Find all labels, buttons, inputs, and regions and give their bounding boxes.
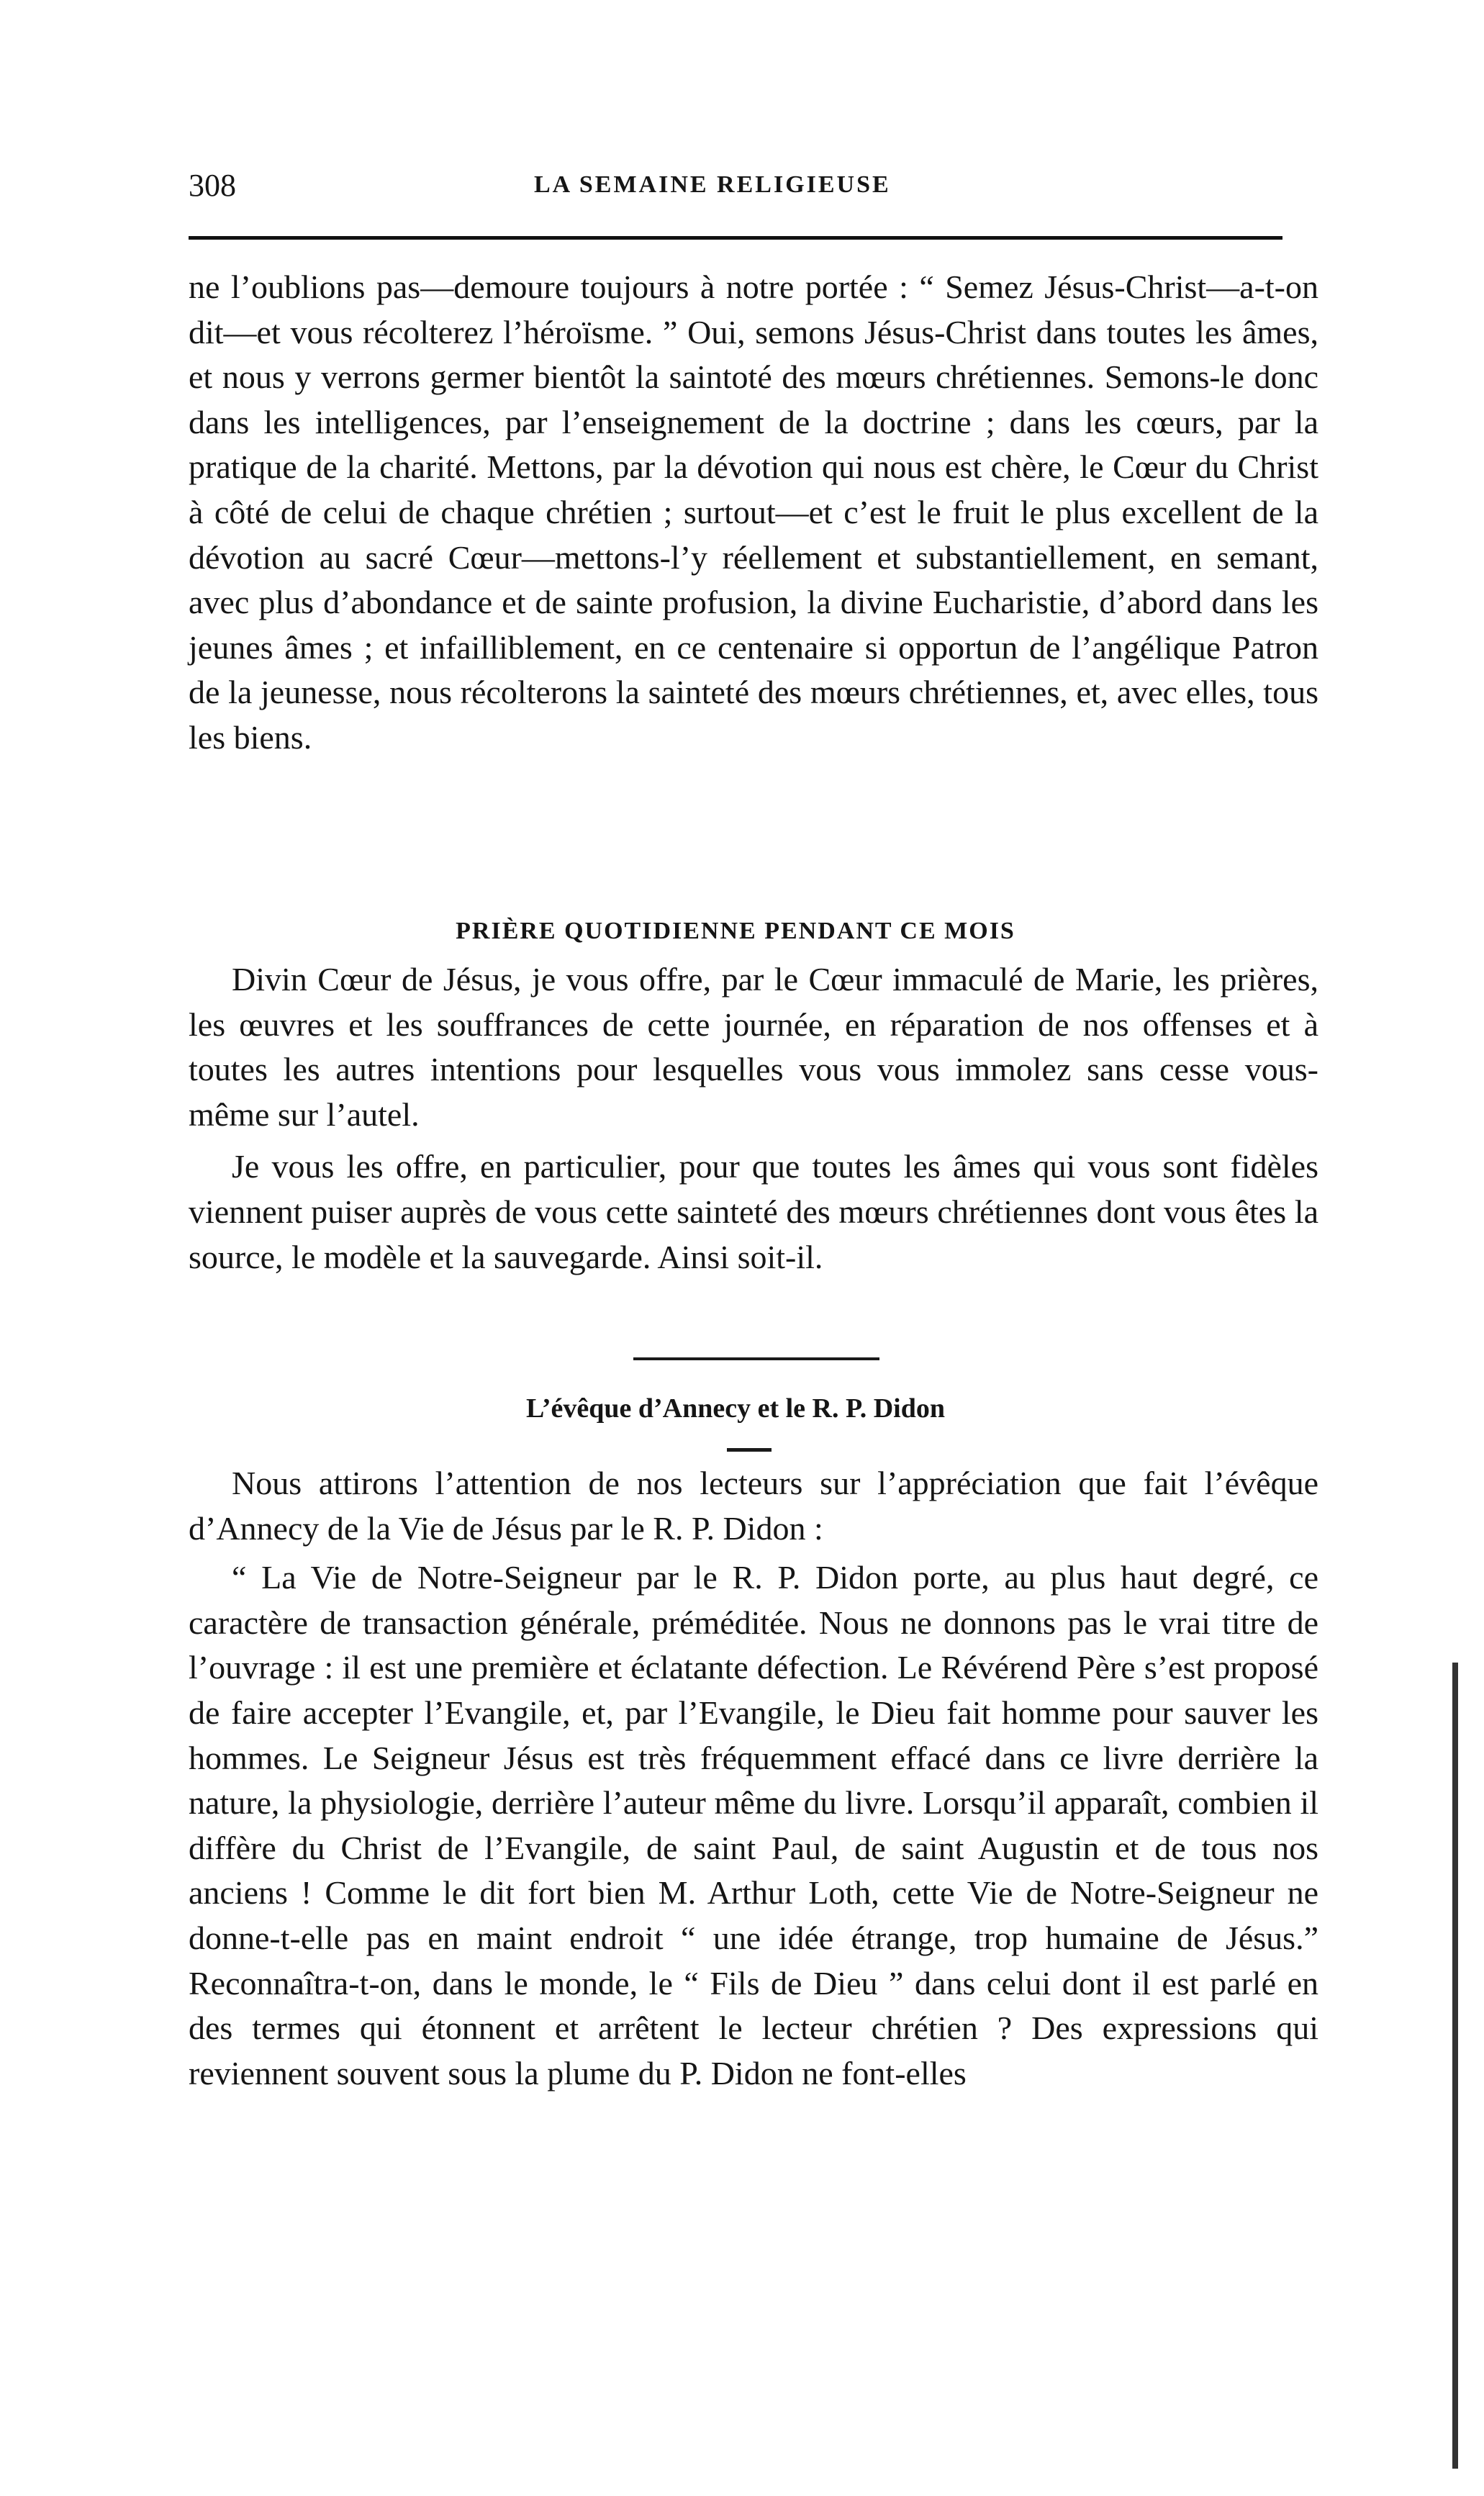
opening-paragraph-block [189, 265, 1318, 761]
prayer-paragraph-2: Je vous les offre, en particulier, pour que toutes les âmes qui vous sont fidèles viennent puiser auprès de vous cette sainteté des mœurs chrétiennes dont vous êtes la source, le modèle et la sauvegarde. Ainsi soit-il. [189, 1148, 1318, 1275]
article-paragraph-2: “ La Vie de Notre-Seigneur par le R. P. Didon porte, au plus haut degré, ce caractère de transaction générale, préméditée. Nous ne donnons pas le vrai titre de l’ouvrage : il est une première et éclatante défection. Le Révérend Père s’est proposé de faire accepter l’Evangile, et, par l’Evangile, le Dieu fait homme pour sauver les hommes. Le Seigneur Jésus est très fréquemment effacé dans ce livre derrière la nature, la physiologie, derrière l’auteur même du livre. Lorsqu’il apparaît, combien il diffère du Christ de l’Evangile, de saint Paul, de saint Augustin et de tous nos anciens ! Comme le dit fort bien M. Arthur Loth, cette Vie de Notre-Seigneur ne donne-t-elle pas en maint endroit “ une idée étrange, trop humaine de Jésus.” Reconnaîtra-t-on, dans le monde, le “ Fils de Dieu ” dans celui dont il est parlé en des termes qui étonnent et arrêtent le lecteur chrétien ? Des expressions qui reviennent souvent sous la plume du P. Didon ne font-elles [189, 1559, 1318, 2092]
prayer-paragraph-1: Divin Cœur de Jésus, je vous offre, par le Cœur immaculé de Marie, les prières, les œuvres et les souffrances de cette journée, en réparation de nos offenses et à toutes les autres intentions pour lesquelles vous vous immolez sans cesse vous-même sur l’autel. [189, 961, 1318, 1133]
page-number: 308 [189, 168, 236, 203]
opening-paragraph: ne l’oublions pas—demoure toujours à notre portée : “ Semez Jésus-Christ—a-t-on dit—et vous récolterez l’héroïsme. ” Oui, semons Jésus-Christ dans toutes les âmes, et nous y verrons germer bientôt la saintoté des mœurs chrétiennes. Semons-le donc dans les intelligences, par l’enseignement de la doctrine ; dans les cœurs, par la pratique de la charité. Mettons, par la dévotion qui nous est chère, le Cœur du Christ à côté de celui de chaque chrétien ; surtout—et c’est le fruit le plus excellent de la dévotion au sacré Cœur—mettons-l’y réellement et substantiellement, en semant, avec plus d’abondance et de sainte profusion, la divine Eucharistie, d’abord dans les jeunes âmes ; et infailliblement, en ce centenaire si opportun de l’angélique Patron de la jeunesse, nous récolterons la sainteté des mœurs chrétiennes, et, avec elles, tous les biens. [189, 268, 1318, 756]
article-title: L’évêque d’Annecy et le R. P. Didon [526, 1393, 945, 1424]
title-dash [727, 1448, 772, 1452]
article-block [189, 1461, 1318, 2096]
section-separator [633, 1357, 879, 1360]
page-edge-shadow [1452, 1663, 1458, 2469]
prayer-block [189, 957, 1318, 1280]
prayer-title: PRIÈRE QUOTIDIENNE PENDANT CE MOIS [456, 918, 1015, 944]
running-head: LA SEMAINE RELIGIEUSE [534, 171, 891, 198]
header-rule [189, 236, 1282, 240]
article-paragraph-1: Nous attirons l’attention de nos lecteurs sur l’appréciation que fait l’évêque d’Annecy de la Vie de Jésus par le R. P. Didon : [189, 1465, 1318, 1547]
page-header [189, 167, 1282, 217]
